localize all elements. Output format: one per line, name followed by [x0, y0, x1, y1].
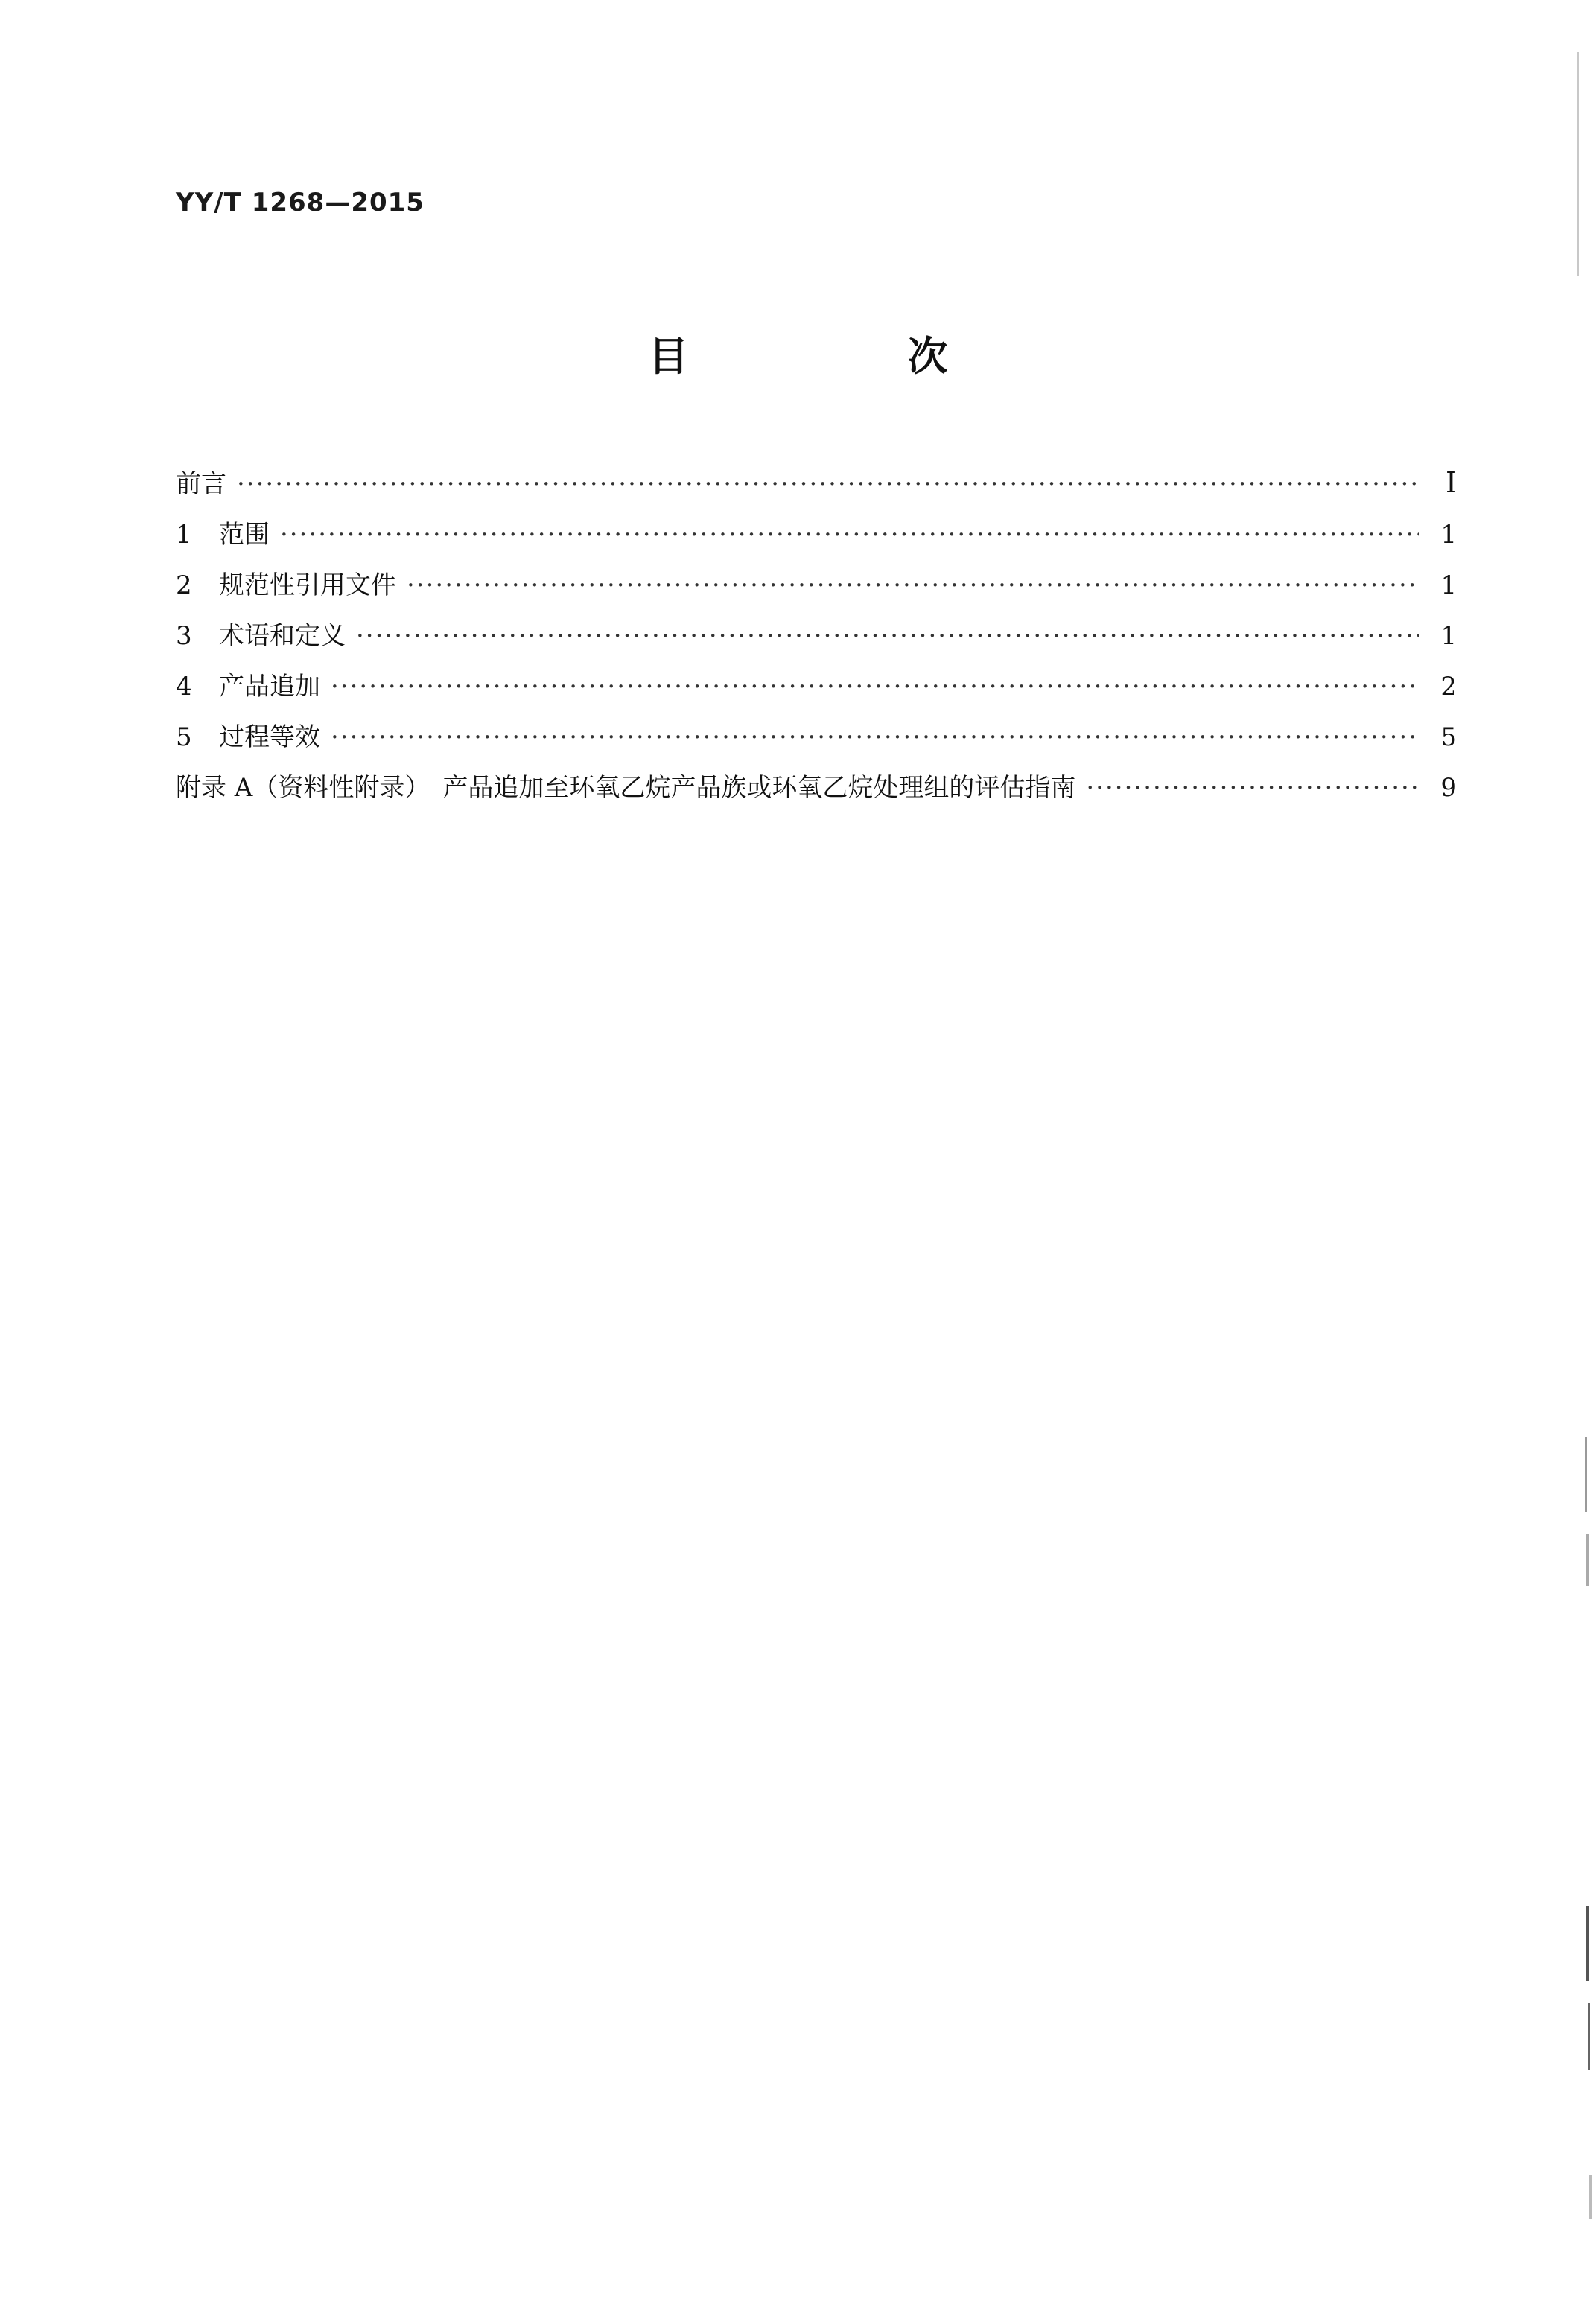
- toc-entry-number: 2: [176, 570, 192, 600]
- toc-entry-label: 过程等效: [219, 722, 320, 752]
- toc-entry-foreword[interactable]: [176, 463, 1457, 514]
- toc-entry-number: 1: [176, 520, 192, 550]
- scan-artifact: [1586, 1906, 1589, 1981]
- table-of-contents: [176, 463, 1457, 818]
- toc-entry-number: 5: [176, 722, 192, 752]
- toc-leader-dots: [1086, 773, 1419, 803]
- toc-leader-dots: [331, 722, 1419, 752]
- toc-entry-number: 4: [176, 672, 192, 702]
- toc-entry-page: 2: [1440, 672, 1457, 702]
- toc-entry-page: Ⅰ: [1445, 466, 1457, 499]
- toc-entry-label: 范围: [219, 520, 270, 550]
- toc-entry-label: 附录 A（资料性附录） 产品追加至环氧乙烷产品族或环氧乙烷处理组的评估指南: [176, 773, 1076, 803]
- toc-entry-annex-a[interactable]: [176, 767, 1457, 818]
- toc-entry-number: 3: [176, 621, 192, 651]
- scan-artifact: [1585, 1437, 1587, 1512]
- standard-code: YY/T 1268—2015: [176, 188, 425, 217]
- toc-entry-process-equivalence[interactable]: [176, 716, 1457, 767]
- scan-artifact: [1577, 52, 1579, 276]
- toc-entry-product-adoption[interactable]: [176, 666, 1457, 716]
- scan-artifact: [1589, 2175, 1592, 2219]
- toc-entry-label: 前言: [176, 469, 226, 499]
- toc-entry-terms-definitions[interactable]: [176, 615, 1457, 666]
- toc-entry-normative-references[interactable]: [176, 564, 1457, 615]
- toc-leader-dots: [280, 520, 1419, 550]
- toc-entry-page: 5: [1440, 722, 1457, 752]
- toc-entry-page: 9: [1440, 773, 1457, 803]
- toc-entry-scope[interactable]: [176, 514, 1457, 564]
- scan-artifact: [1588, 2003, 1590, 2070]
- scan-artifact: [1586, 1534, 1589, 1586]
- toc-leader-dots: [237, 469, 1419, 499]
- toc-leader-dots: [407, 570, 1419, 600]
- toc-entry-page: 1: [1440, 570, 1457, 600]
- toc-entry-label: 术语和定义: [219, 621, 346, 651]
- toc-entry-label: 产品追加: [219, 672, 320, 702]
- toc-entry-page: 1: [1440, 621, 1457, 651]
- toc-entry-page: 1: [1440, 520, 1457, 550]
- toc-leader-dots: [331, 672, 1419, 702]
- toc-entry-label: 规范性引用文件: [219, 570, 396, 600]
- toc-leader-dots: [356, 621, 1419, 651]
- toc-title: 目 次: [648, 333, 1037, 380]
